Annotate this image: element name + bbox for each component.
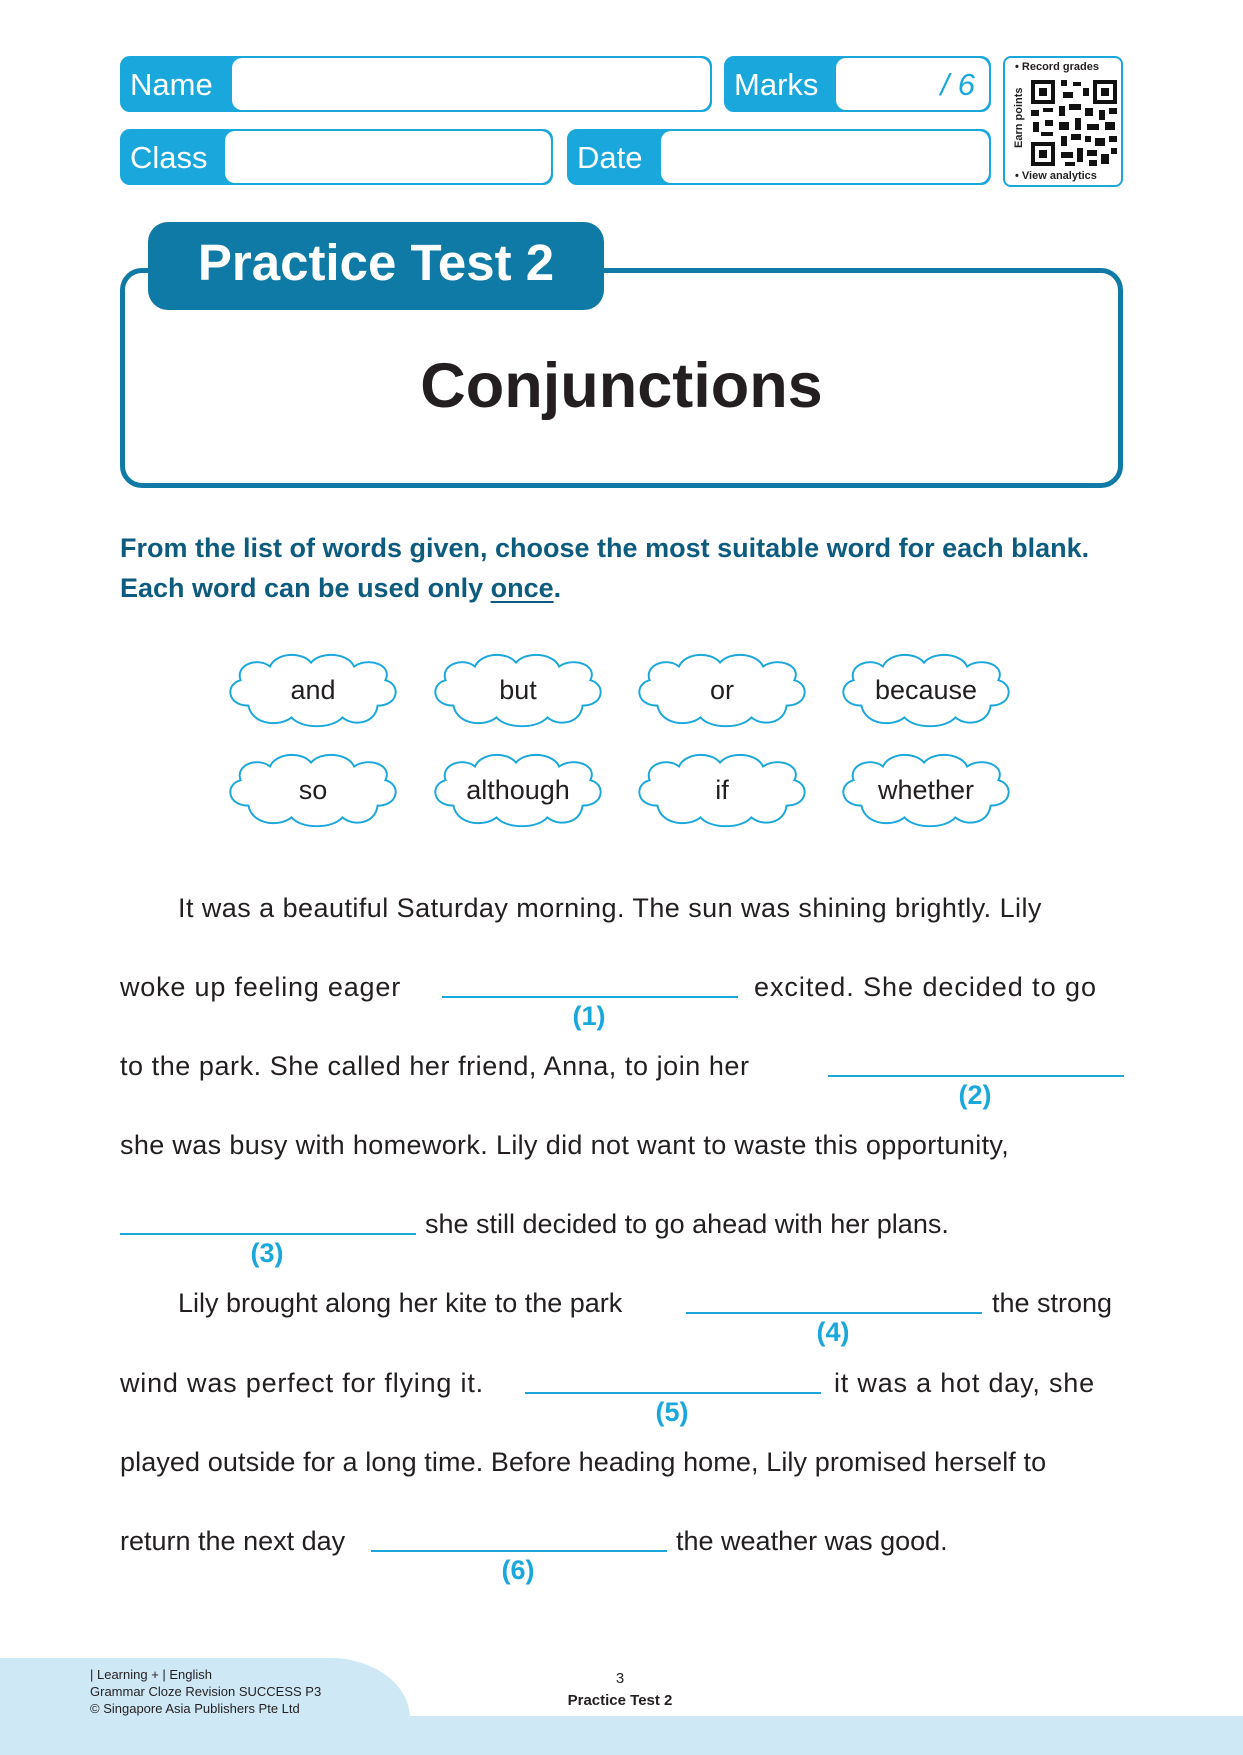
word-bank-cloud [218, 745, 408, 835]
class-label: Class [130, 140, 208, 175]
passage-line-7 [120, 1365, 1123, 1401]
class-input-box[interactable] [225, 131, 551, 183]
passage-text: wind was perfect for flying it. [120, 1368, 484, 1398]
word-bank-cloud [218, 645, 408, 735]
word-bank-cloud [423, 745, 613, 835]
blank-number: (5) [655, 1397, 689, 1427]
passage-line-3 [120, 1048, 1123, 1084]
instructions [120, 528, 1123, 608]
instructions-end: . [553, 573, 562, 603]
footer-page-info [520, 1668, 720, 1712]
passage-text: it was a hot day, she [834, 1368, 1095, 1398]
footer-series: | Learning + | English [90, 1667, 213, 1682]
qr-code-icon [1029, 78, 1119, 168]
qr-view-analytics: • View analytics [1015, 170, 1097, 182]
date-label: Date [577, 140, 643, 175]
passage-text: the strong [992, 1288, 1113, 1318]
word-bank-word: but [499, 675, 537, 705]
marks-field[interactable] [724, 56, 991, 112]
footer-publisher [90, 1666, 321, 1717]
word-bank-cloud [627, 645, 817, 735]
name-label: Name [130, 67, 213, 102]
passage-line-4 [120, 1127, 1123, 1163]
qr-earn-points: Earn points [1013, 87, 1025, 148]
passage-line-8 [120, 1444, 1123, 1480]
word-bank-word: and [290, 675, 336, 705]
date-field[interactable] [567, 129, 991, 185]
passage-line-2 [120, 969, 1123, 1005]
footer-band [0, 1716, 1243, 1755]
blank-number: (1) [572, 1001, 606, 1031]
passage-text: the weather was good. [676, 1526, 948, 1556]
word-bank-word: whether [877, 775, 975, 805]
word-bank-cloud [423, 645, 613, 735]
word-bank-word: because [874, 675, 978, 705]
blank-number: (3) [250, 1238, 284, 1268]
footer-page-title: Practice Test 2 [567, 1692, 673, 1709]
passage-text: played outside for a long time. Before heading home, Lily promised herself to [120, 1447, 1047, 1477]
instructions-text: From the list of words given, choose the most suitable word for each blank. Each word can be used only [120, 533, 1090, 603]
page-title: Conjunctions [420, 351, 823, 421]
name-input-box[interactable] [232, 58, 710, 110]
word-bank-cloud [831, 745, 1021, 835]
blank-number: (2) [958, 1080, 992, 1110]
marks-input-box[interactable] [836, 58, 989, 110]
blank-number: (6) [501, 1555, 535, 1585]
passage-text: she still decided to go ahead with her plans. [425, 1209, 949, 1239]
passage-line-6 [120, 1285, 1123, 1321]
word-bank-cloud [831, 645, 1021, 735]
word-bank-word: if [715, 775, 729, 805]
name-field[interactable] [120, 56, 712, 112]
blank-1[interactable] [442, 996, 738, 998]
blank-5[interactable] [525, 1392, 821, 1394]
page-number: 3 [615, 1670, 625, 1687]
marks-total: / 6 [940, 67, 975, 102]
blank-6[interactable] [371, 1550, 667, 1552]
passage-text: Lily brought along her kite to the park [178, 1288, 623, 1318]
passage-text: It was a beautiful Saturday morning. The sun was shining brightly. Lily [178, 893, 1042, 923]
date-input-box[interactable] [661, 131, 989, 183]
word-bank-word: or [709, 675, 734, 705]
passage-line-1 [120, 890, 1123, 926]
class-field[interactable] [120, 129, 553, 185]
footer-book-title: Grammar Cloze Revision SUCCESS P3 [90, 1684, 322, 1699]
passage-line-5 [120, 1206, 1123, 1242]
instructions-emphasis: once [490, 573, 554, 603]
passage-text: to the park. She called her friend, Anna, to join her [120, 1051, 750, 1081]
word-bank-cloud [627, 745, 817, 835]
footer-copyright: © Singapore Asia Publishers Pte Ltd [90, 1701, 300, 1716]
passage-text: return the next day [120, 1526, 346, 1556]
marks-label: Marks [734, 67, 819, 102]
blank-4[interactable] [686, 1312, 982, 1314]
passage-text: excited. She decided to go [754, 972, 1097, 1002]
blank-number: (4) [816, 1317, 850, 1347]
word-bank-word: so [298, 775, 328, 805]
qr-code-block[interactable] [1003, 56, 1123, 187]
passage-line-9 [120, 1523, 1123, 1559]
blank-2[interactable] [828, 1075, 1124, 1077]
blank-3[interactable] [120, 1233, 416, 1235]
passage-text: she was busy with homework. Lily did not want to waste this opportunity, [120, 1130, 1010, 1160]
passage-text: woke up feeling eager [120, 972, 401, 1002]
qr-record-grades: • Record grades [1015, 61, 1099, 73]
practice-test-tab: Practice Test 2 [148, 222, 604, 310]
word-bank-word: although [466, 775, 570, 805]
